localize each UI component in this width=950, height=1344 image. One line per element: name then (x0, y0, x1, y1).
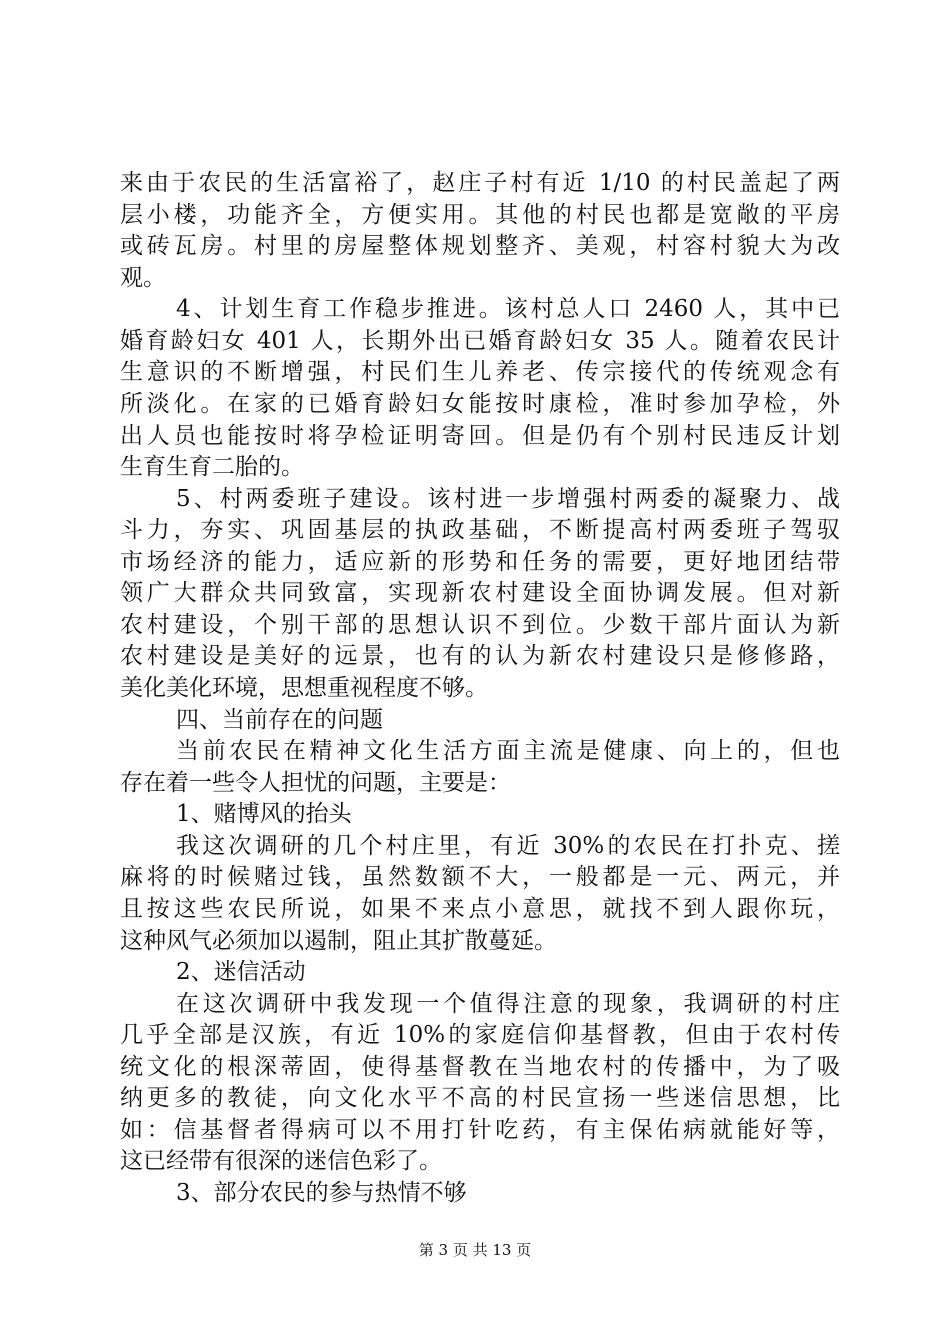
text-line: 存在着一些令人担忧的问题，主要是： (120, 770, 511, 796)
text-line: 且按这些农民所说，如果不来点小意思，就找不到人跟你玩， (120, 896, 840, 922)
text-line: 美化美化环境，思想重视程度不够。 (120, 675, 488, 701)
text-line: 来由于农民的生活富裕了，赵庄子村有近 1/10 的村民盖起了两 (120, 170, 840, 196)
section-heading: 四、当前存在的问题 (176, 707, 383, 733)
subsection-heading: 3、部分农民的参与热情不够 (176, 1180, 467, 1206)
text-line: 如：信基督者得病可以不用打针吃药，有主保佑病就能好等， (120, 1117, 840, 1143)
text-line: 生育生育二胎的。 (120, 454, 304, 480)
paragraph-heading-line: 4、计划生育工作稳步推进。该村总人口 2460 人，其中已 (176, 296, 840, 322)
text-line: 我这次调研的几个村庄里，有近 30%的农民在打扑克、搓 (176, 833, 840, 859)
text-line: 生意识的不断增强，村民们生儿养老、传宗接代的传统观念有 (120, 359, 840, 385)
text-line: 几乎全部是汉族，有近 10%的家庭信仰基督教，但由于农村传 (120, 1022, 840, 1048)
text-line: 观。 (120, 265, 166, 291)
text-line: 领广大群众共同致富，实现新农村建设全面协调发展。但对新 (120, 580, 840, 606)
text-line: 层小楼，功能齐全，方便实用。其他的村民也都是宽敞的平房 (120, 202, 840, 228)
text-line: 当前农民在精神文化生活方面主流是健康、向上的，但也 (176, 738, 840, 764)
page-number-footer: 第 3 页 共 13 页 (418, 1241, 532, 1259)
text-line: 或砖瓦房。村里的房屋整体规划整齐、美观，村容村貌大为改 (120, 233, 840, 259)
subsection-heading: 2、迷信活动 (176, 959, 306, 985)
text-line: 出人员也能按时将孕检证明寄回。但是仍有个别村民违反计划 (120, 423, 840, 449)
paragraph-heading-line: 5、村两委班子建设。该村进一步增强村两委的凝聚力、战 (176, 486, 840, 512)
text-line: 这种风气必须加以遏制，阻止其扩散蔓延。 (120, 928, 557, 954)
text-line: 市场经济的能力，适应新的形势和任务的需要，更好地团结带 (120, 549, 840, 575)
text-line: 婚育龄妇女 401 人，长期外出已婚育龄妇女 35 人。随着农民计 (120, 328, 840, 354)
text-line: 所淡化。在家的已婚育龄妇女能按时康检，准时参加孕检，外 (120, 391, 840, 417)
text-line: 这已经带有很深的迷信色彩了。 (120, 1148, 442, 1174)
text-line: 纳更多的教徒，向文化水平不高的村民宣扬一些迷信思想，比 (120, 1085, 840, 1111)
text-line: 统文化的根深蒂固，使得基督教在当地农村的传播中，为了吸 (120, 1054, 840, 1080)
text-line: 农村建设是美好的远景，也有的认为新农村建设只是修修路， (120, 643, 840, 669)
text-line: 麻将的时候赌过钱，虽然数额不大，一般都是一元、两元，并 (120, 864, 840, 890)
text-line: 在这次调研中我发现一个值得注意的现象，我调研的村庄 (176, 991, 840, 1017)
text-line: 斗力，夯实、巩固基层的执政基础，不断提高村两委班子驾驭 (120, 517, 840, 543)
text-line: 农村建设，个别干部的思想认识不到位。少数干部片面认为新 (120, 612, 840, 638)
subsection-heading: 1、赌博风的抬头 (176, 801, 352, 827)
